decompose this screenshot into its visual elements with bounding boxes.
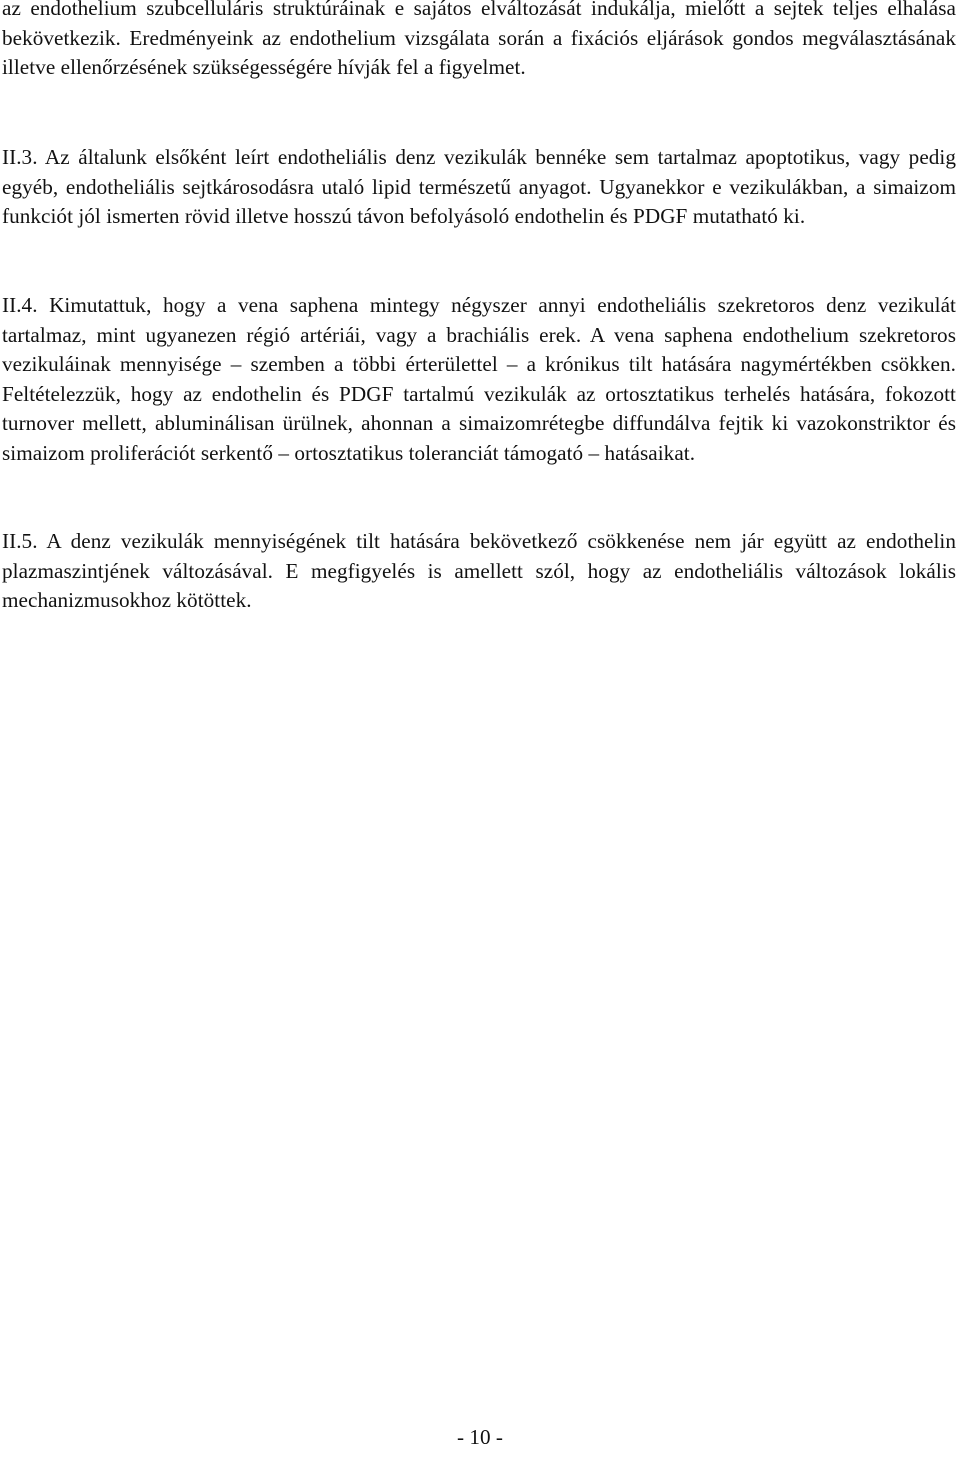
paragraph-fixation-conclusion: az endothelium szubcelluláris struktúráinak e sajátos elváltozását indukálja, mielőtt a sejtek teljes elhalása bekövetkezik. Eredményeink az endothelium vizsgálata során a fixációs eljárások gondos megválasztásának illetve ellenőrzésének szükségességére hívják fel a figyelmet.: [2, 0, 956, 80]
paragraph-section-II-3: II.3. Az általunk elsőként leírt endotheliális denz vezikulák bennéke sem tartalmaz apoptotikus, vagy pedig egyéb, endotheliális sejtkárosodásra utaló lipid természetű anyagot. Ugyanekkor e vezikulákban, a simaizom funkciót jól ismerten rövid illetve hosszú távon befolyásoló endothelin és PDGF mutatható ki.: [2, 145, 956, 229]
paragraph-section-II-5: II.5. A denz vezikulák mennyiségének tilt hatására bekövetkező csökkenése nem jár együtt az endothelin plazmaszintjének változásával. E megfigyelés is amellett szól, hogy az endotheliális változások lokális mechanizmusokhoz kötöttek.: [2, 529, 956, 613]
page-number: - 10 -: [457, 1425, 503, 1449]
paragraph-section-II-4: II.4. Kimutattuk, hogy a vena saphena mintegy négyszer annyi endotheliális szekretoros denz vezikulát tartalmaz, mint ugyanezen régió artériái, vagy a brachiális erek. A vena saphena endothelium szekretoros vezikuláinak mennyisége – szemben a többi érterülettel – a krónikus tilt hatására nagymértékben csökken. Feltételezzük, hogy az endothelin és PDGF tartalmú vezikulák az ortosztatikus terhelés hatására, fokozott turnover mellett, abluminálisan ürülnek, ahonnan a simaizomrétegbe diffundálva fejtik ki vazokonstriktor és simaizom proliferációt serkentő – ortosztatikus toleranciát támogató – hatásaikat.: [2, 293, 956, 465]
